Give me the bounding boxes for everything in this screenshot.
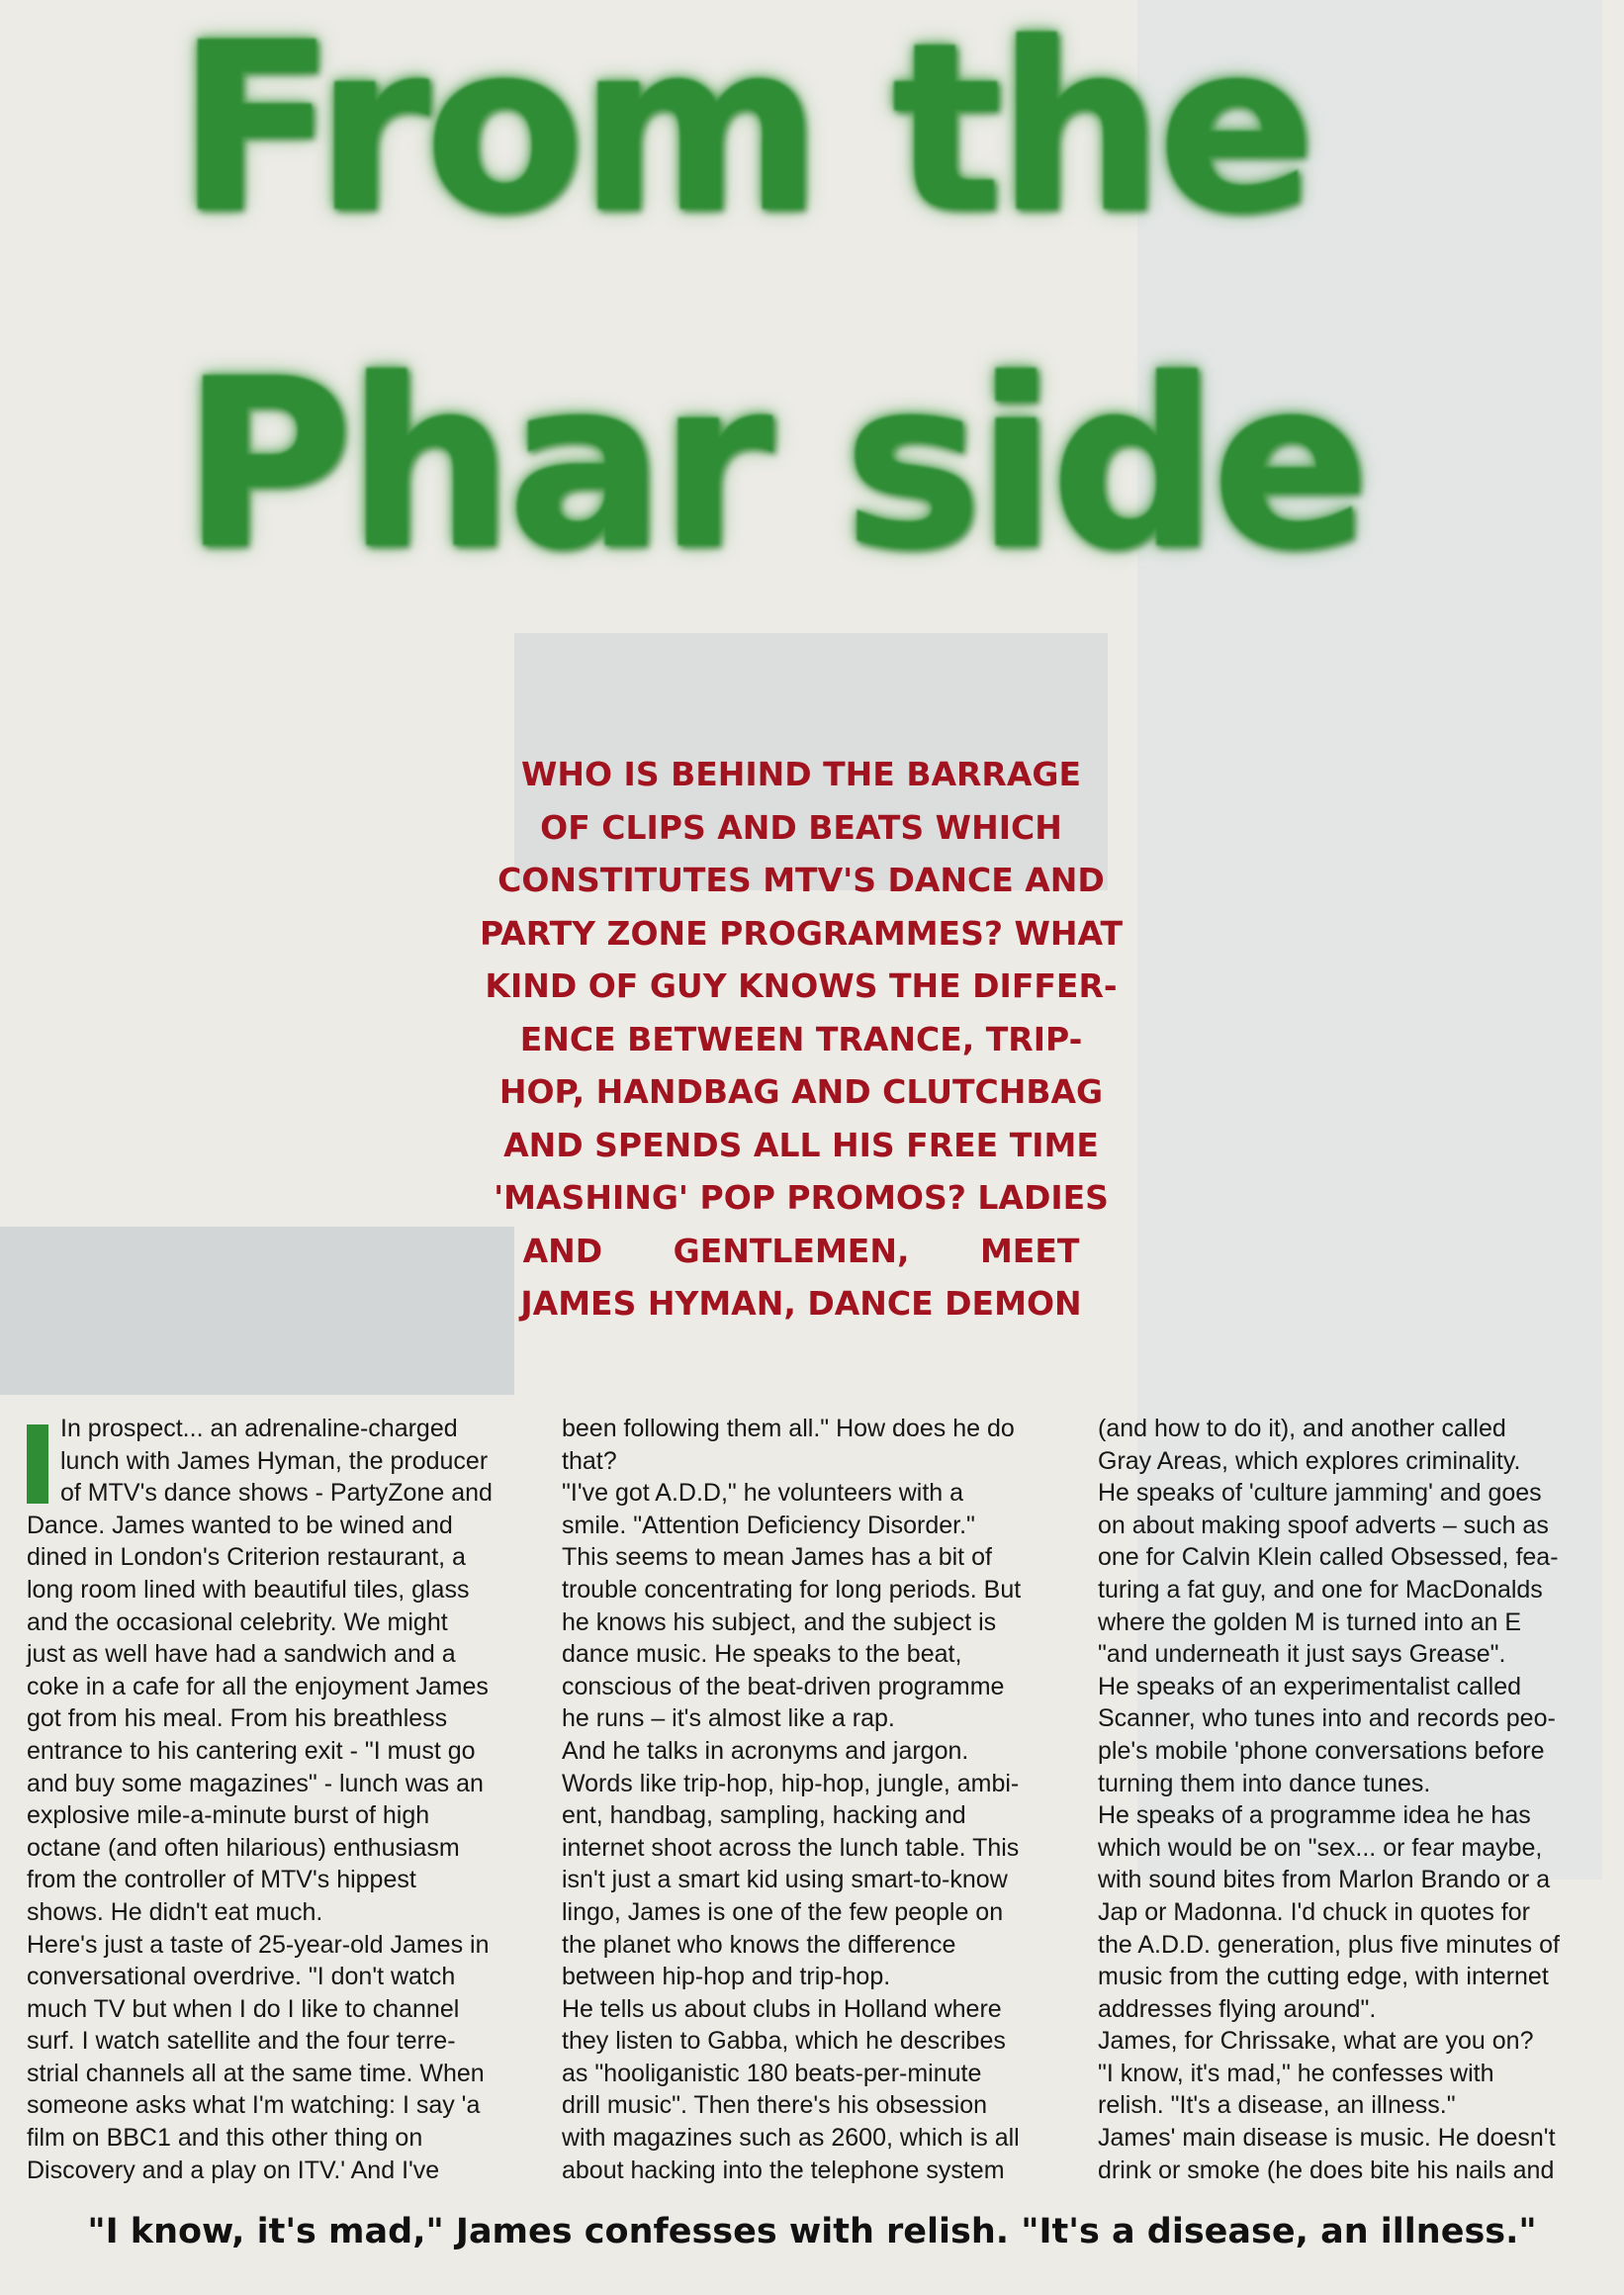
- body-line: the A.D.D. generation, plus five minutes of: [1098, 1930, 1560, 1959]
- standfirst-line: ENCE BETWEEN TRANCE, TRIP-: [519, 1019, 1083, 1058]
- body-line: Scanner, who tunes into and records peo-: [1098, 1704, 1556, 1733]
- body-line: ent, handbag, sampling, hacking and: [562, 1801, 966, 1830]
- body-line: coke in a cafe for all the enjoyment James: [27, 1672, 489, 1700]
- body-line: drill music". Then there's his obsession: [562, 2091, 988, 2120]
- body-line: Jap or Madonna. I'd chuck in quotes for: [1098, 1897, 1530, 1926]
- standfirst-line: PARTY ZONE PROGRAMMES? WHAT: [480, 913, 1123, 953]
- standfirst-line: HOP, HANDBAG AND CLUTCHBAG: [498, 1072, 1104, 1111]
- body-line: got from his meal. From his breathless: [27, 1704, 448, 1733]
- body-line: long room lined with beautiful tiles, glass: [27, 1575, 470, 1604]
- body-line: "I know, it's mad," he confesses with: [1098, 2059, 1494, 2087]
- body-line: which would be on "sex... or fear maybe,: [1098, 1833, 1543, 1862]
- standfirst-line: AND GENTLEMEN, MEET: [522, 1231, 1080, 1270]
- body-line: And he talks in acronyms and jargon.: [562, 1736, 969, 1765]
- body-line: lunch with James Hyman, the producer: [60, 1446, 489, 1475]
- body-line: as "hooliganistic 180 beats-per-minute: [562, 2059, 982, 2087]
- standfirst-line: JAMES HYMAN, DANCE DEMON: [520, 1284, 1082, 1323]
- body-line: and buy some magazines" - lunch was an: [27, 1769, 484, 1797]
- standfirst: [415, 748, 1187, 1331]
- body-line: James, for Chrissake, what are you on?: [1098, 2027, 1534, 2056]
- body-line: strial channels all at the same time. When: [27, 2059, 485, 2087]
- standfirst-line: WHO IS BEHIND THE BARRAGE: [520, 755, 1082, 793]
- pull-quote: "I know, it's mad," James confesses with relish. "It's a disease, an illness.": [87, 2212, 1537, 2251]
- body-line: from the controller of MTV's hippest: [27, 1866, 416, 1894]
- body-line: been following them all." How does he do: [562, 1415, 1015, 1442]
- body-line: turning them into dance tunes.: [1098, 1769, 1431, 1797]
- body-line: between hip-hop and trip-hop.: [562, 1963, 891, 1991]
- body-line: "I've got A.D.D," he volunteers with a: [562, 1479, 964, 1508]
- body-line: where the golden M is turned into an E: [1098, 1607, 1522, 1636]
- body-line: dance music. He speaks to the beat,: [562, 1640, 962, 1669]
- body-line: This seems to mean James has a bit of: [562, 1543, 992, 1572]
- body-line: the planet who knows the difference: [562, 1930, 956, 1959]
- body-line: turing a fat guy, and one for MacDonalds: [1098, 1575, 1543, 1604]
- body-line: on about making spoof adverts – such as: [1098, 1511, 1549, 1539]
- body-line: In prospect... an adrenaline-charged: [60, 1415, 458, 1442]
- body-column-3: [1098, 1413, 1622, 2186]
- body-line: film on BBC1 and this other thing on: [27, 2124, 423, 2153]
- headline-line-1: From the: [176, 0, 1309, 264]
- body-line: He tells us about clubs in Holland where: [562, 1994, 1002, 2023]
- headline-line-2: Phar side: [181, 328, 1364, 600]
- body-column-1: [27, 1413, 551, 2186]
- standfirst-line: 'MASHING' POP PROMOS? LADIES: [494, 1178, 1109, 1217]
- standfirst-line: OF CLIPS AND BEATS WHICH: [540, 807, 1062, 847]
- body-line: Dance. James wanted to be wined and: [27, 1511, 453, 1539]
- standfirst-line: KIND OF GUY KNOWS THE DIFFER-: [485, 966, 1118, 1005]
- body-line: ple's mobile 'phone conversations before: [1098, 1736, 1545, 1765]
- body-line: Here's just a taste of 25-year-old James in: [27, 1930, 490, 1959]
- body-line: someone asks what I'm watching: I say 'a: [27, 2091, 481, 2120]
- body-line: octane (and often hilarious) enthusiasm: [27, 1833, 460, 1862]
- body-line: one for Calvin Klein called Obsessed, fea-: [1098, 1543, 1559, 1572]
- body-line: conscious of the beat-driven programme: [562, 1672, 1005, 1700]
- body-line: entrance to his cantering exit - "I must go: [27, 1736, 476, 1765]
- body-line: internet shoot across the lunch table. This: [562, 1833, 1020, 1862]
- body-line: of MTV's dance shows - PartyZone and: [60, 1479, 493, 1508]
- body-line: Words like trip-hop, hip-hop, jungle, ambi-: [562, 1769, 1020, 1797]
- body-line: he knows his subject, and the subject is: [562, 1607, 997, 1636]
- body-line: he runs – it's almost like a rap.: [562, 1704, 895, 1733]
- body-line: drink or smoke (he does bite his nails and: [1098, 2156, 1555, 2184]
- body-line: much TV but when I do I like to channel: [27, 1994, 460, 2023]
- standfirst-line: AND SPENDS ALL HIS FREE TIME: [503, 1125, 1099, 1164]
- body-column-2: [562, 1413, 1086, 2186]
- body-line: surf. I watch satellite and the four terre-: [27, 2027, 456, 2056]
- body-line: smile. "Attention Deficiency Disorder.": [562, 1511, 975, 1539]
- body-line: just as well have had a sandwich and a: [27, 1640, 456, 1669]
- body-line: relish. "It's a disease, an illness.": [1098, 2091, 1456, 2120]
- body-line: "and underneath it just says Grease".: [1098, 1640, 1506, 1669]
- body-line: Gray Areas, which explores criminality.: [1098, 1446, 1521, 1475]
- body-line: explosive mile-a-minute burst of high: [27, 1801, 430, 1830]
- body-line: dined in London's Criterion restaurant, a: [27, 1543, 466, 1572]
- body-line: music from the cutting edge, with internet: [1098, 1963, 1549, 1991]
- body-line: they listen to Gabba, which he describes: [562, 2027, 1006, 2056]
- body-line: with magazines such as 2600, which is all: [562, 2124, 1020, 2153]
- body-line: shows. He didn't eat much.: [27, 1897, 323, 1926]
- body-line: He speaks of 'culture jamming' and goes: [1098, 1479, 1542, 1508]
- body-line: and the occasional celebrity. We might: [27, 1607, 448, 1636]
- body-line: about hacking into the telephone system: [562, 2156, 1005, 2184]
- body-line: that?: [562, 1446, 617, 1475]
- body-line: trouble concentrating for long periods. But: [562, 1575, 1022, 1604]
- body-line: Discovery and a play on ITV.' And I've: [27, 2156, 440, 2184]
- body-line: James' main disease is music. He doesn't: [1098, 2124, 1556, 2153]
- body-line: He speaks of a programme idea he has: [1098, 1801, 1531, 1830]
- body-line: (and how to do it), and another called: [1098, 1415, 1506, 1442]
- body-line: He speaks of an experimentalist called: [1098, 1672, 1522, 1700]
- body-line: isn't just a smart kid using smart-to-know: [562, 1866, 1008, 1894]
- body-line: addresses flying around".: [1098, 1994, 1377, 2023]
- body-line: with sound bites from Marlon Brando or a: [1098, 1866, 1551, 1894]
- body-line: conversational overdrive. "I don't watch: [27, 1963, 456, 1991]
- body-line: lingo, James is one of the few people on: [562, 1897, 1004, 1926]
- standfirst-line: CONSTITUTES MTV'S DANCE AND: [497, 861, 1105, 899]
